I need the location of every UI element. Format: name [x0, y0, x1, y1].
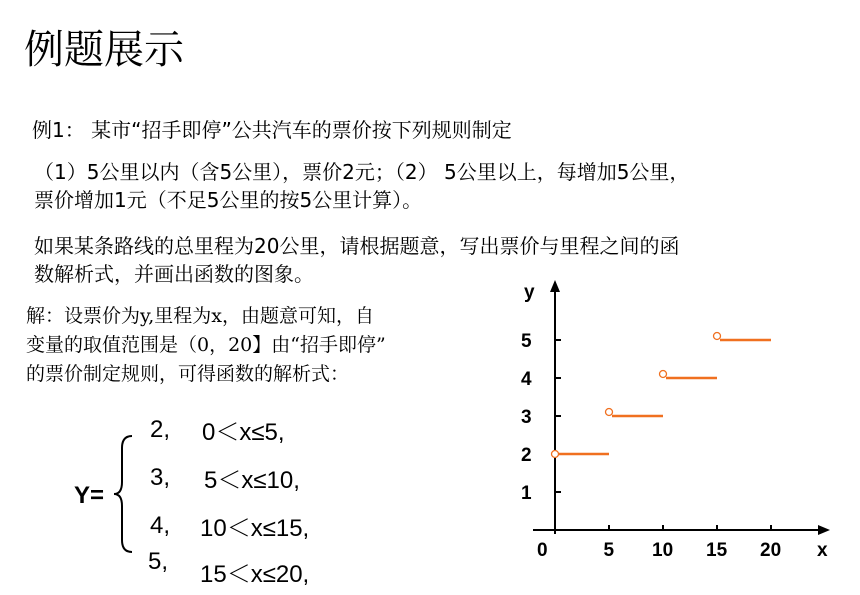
y-tick-label: 4: [521, 369, 532, 390]
solution-text: [26, 302, 506, 389]
rule-line-2: 票价增加1元（不足5公里的按5公里计算）。: [34, 188, 423, 212]
rule-text: [34, 158, 844, 214]
case-value-4: 5,: [148, 548, 169, 575]
case-value-2: 3,: [150, 464, 171, 491]
question-line-1: 如果某条路线的总里程为20公里，请根据题意，写出票价与里程之间的函: [34, 234, 680, 258]
open-endpoint: [660, 371, 667, 378]
case-condition-1: 0＜x≤5,: [202, 419, 285, 446]
step-function-chart: [505, 272, 845, 572]
function-label: Y=: [74, 482, 105, 509]
rule-line-1: （1）5公里以内（含5公里），票价2元；（2） 5公里以上，每增加5公里，: [34, 160, 690, 184]
y-tick-label: 5: [521, 331, 532, 352]
case-condition-2: 5＜x≤10,: [204, 467, 300, 494]
y-tick-label: 2: [521, 445, 532, 466]
x-axis-arrow: [818, 525, 830, 535]
open-endpoint: [552, 451, 559, 458]
x-tick-label: 20: [760, 540, 782, 561]
y-tick-label: 1: [521, 483, 532, 504]
case-value-3: 4,: [150, 512, 171, 539]
open-endpoint: [714, 333, 721, 340]
case-value-1: 2,: [150, 416, 171, 443]
solution-line-3: 的票价制定规则，可得函数的解析式：: [26, 363, 350, 385]
question-line-2: 数解析式，并画出函数的图象。: [34, 262, 314, 286]
page-title: 例题展示: [24, 27, 184, 73]
x-tick-label: 10: [652, 540, 674, 561]
x-tick-label: 0: [537, 540, 548, 561]
y-axis-arrow: [550, 280, 560, 292]
solution-line-2: 变量的取值范围是（0，20】由“招手即停”: [26, 334, 386, 356]
y-tick-label: 3: [521, 407, 532, 428]
example-heading: 例1： 某市“招手即停”公共汽车的票价按下列规则制定: [32, 118, 512, 142]
left-brace: [112, 432, 138, 556]
x-tick-label: 5: [603, 540, 615, 561]
solution-line-1: 解：设票价为y,里程为x，由题意可知，自: [26, 305, 374, 327]
case-condition-4: 15＜x≤20,: [200, 561, 310, 588]
x-axis-label: x: [817, 540, 828, 561]
open-endpoint: [606, 409, 613, 416]
case-condition-3: 10＜x≤15,: [200, 515, 310, 542]
y-axis-label: y: [524, 282, 535, 303]
x-tick-label: 15: [706, 540, 728, 561]
